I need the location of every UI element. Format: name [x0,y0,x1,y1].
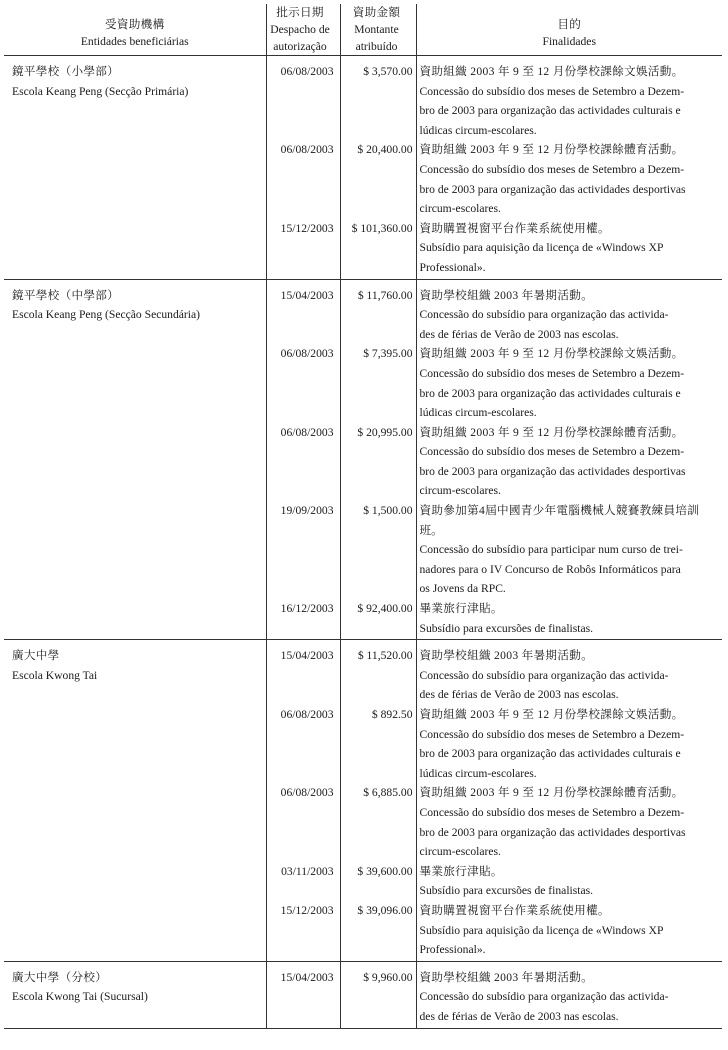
institution-cell [4,219,266,279]
purpose-line: 資助學校組織 2003 年暑期活動。 [419,649,594,663]
despacho-date: 06/08/2003 [266,783,340,861]
despacho-date: 06/08/2003 [266,56,340,141]
institution-name-zh: 鏡平學校（中學部） [12,288,120,302]
purpose-line: 資助購置視窗平台作業系統使用權。 [419,221,610,235]
purpose-line: lúdicas circum-escolares. [419,766,537,780]
table-row [4,961,722,1028]
purpose-line: Concessão do subsídio dos meses de Setembro a Dezem- [419,84,685,98]
institution-cell [4,599,266,640]
header-purpose-zh: 目的 [557,18,582,31]
purpose-line: Professional». [419,260,486,274]
purpose-line: Concessão do subsídio dos meses de Setembro a Dezem- [419,162,685,176]
despacho-date: 03/11/2003 [266,862,340,901]
institution-cell [4,501,266,599]
purpose-cell [416,862,722,901]
table-row [4,501,722,599]
purpose-cell [416,219,722,279]
despacho-date: 06/08/2003 [266,344,340,422]
purpose-line: nadores para o IV Concurso de Robôs Informáticos para [419,562,681,576]
header-date-pt-2: autorização [273,40,327,53]
purpose-cell [416,705,722,783]
purpose-line: Subsídio para excursões de finalistas. [419,884,594,898]
purpose-cell [416,599,722,640]
despacho-date: 15/04/2003 [266,279,340,344]
purpose-cell [416,140,722,218]
institution-name-pt: Escola Kwong Tai (Sucursal) [12,990,148,1004]
header-date-pt-1: Despacho de [270,23,330,36]
amount-value: $ 6,885.00 [340,783,416,861]
header-amount-pt-1: Montante [354,23,399,36]
purpose-line: 資助組織 2003 年 9 至 12 月份學校課餘文娛活動。 [419,65,684,78]
table-row [4,862,722,901]
despacho-date: 16/12/2003 [266,599,340,640]
purpose-line: Concessão do subsídio dos meses de Setembro a Dezem- [419,805,685,819]
header-institutions [4,4,266,56]
purpose-cell [416,901,722,961]
purpose-line: circum-escolares. [419,845,501,859]
amount-value: $ 11,760.00 [340,279,416,344]
purpose-line: bro de 2003 para organização das actividades culturais e [419,386,681,400]
institution-name-pt: Escola Keang Peng (Secção Secundária) [12,308,200,322]
purpose-line: Subsídio para aquisição da licença de «Windows XP [419,923,664,937]
amount-value: $ 20,995.00 [340,423,416,501]
purpose-line: Concessão do subsídio para organização das activida- [419,308,669,322]
despacho-date: 19/09/2003 [266,501,340,599]
institution-cell [4,640,266,705]
purpose-line: Concessão do subsídio para organização das activida- [419,668,669,682]
purpose-line: Concessão do subsídio dos meses de Setembro a Dezem- [419,366,685,380]
purpose-line: bro de 2003 para organização das actividades culturais e [419,747,681,761]
amount-value: $ 11,520.00 [340,640,416,705]
table-body [4,56,722,1029]
table-row [4,56,722,141]
institution-name-pt: Escola Keang Peng (Secção Primária) [12,84,189,98]
purpose-line: des de férias de Verão de 2003 nas escolas. [419,1009,619,1023]
header-amount-zh: 資助金額 [352,6,401,19]
purpose-cell [416,56,722,141]
table-row [4,344,722,422]
header-purpose-pt: Finalidades [542,35,596,48]
institution-name-zh: 鏡平學校（小學部） [12,65,120,78]
institution-name-pt: Escola Kwong Tai [12,668,98,682]
purpose-line: circum-escolares. [419,484,501,498]
purpose-line: lúdicas circum-escolares. [419,406,537,420]
table-row [4,640,722,705]
amount-value: $ 39,096.00 [340,901,416,961]
purpose-line: os Jovens da RPC. [419,582,506,596]
amount-value: $ 892.50 [340,705,416,783]
institution-cell [4,901,266,961]
purpose-line: des de férias de Verão de 2003 nas escolas. [419,327,619,341]
purpose-line: 資助學校組織 2003 年暑期活動。 [419,970,594,984]
header-date [266,4,340,56]
table-row [4,783,722,861]
institution-cell [4,783,266,861]
purpose-cell [416,279,722,344]
despacho-date: 06/08/2003 [266,705,340,783]
purpose-line: 畢業旅行津貼。 [419,864,503,878]
table-row [4,423,722,501]
institution-cell [4,961,266,1028]
despacho-date: 15/12/2003 [266,219,340,279]
purpose-cell [416,783,722,861]
table-header-row [4,4,722,56]
institution-name-zh: 廣大中學（分校） [12,970,108,984]
institution-cell [4,56,266,141]
institution-cell [4,705,266,783]
purpose-line: 資助購置視窗平台作業系統使用權。 [419,903,610,917]
purpose-line: bro de 2003 para organização das actividades culturais e [419,104,681,118]
despacho-date: 15/04/2003 [266,640,340,705]
table-row [4,279,722,344]
purpose-line: 資助參加第4屆中國青少年電腦機械人競賽教練員培訓 [419,504,700,518]
amount-value: $ 92,400.00 [340,599,416,640]
purpose-line: circum-escolares. [419,202,501,216]
institution-cell [4,279,266,344]
institution-cell [4,140,266,218]
despacho-date: 06/08/2003 [266,423,340,501]
header-date-zh: 批示日期 [276,6,324,19]
purpose-line: Subsídio para excursões de finalistas. [419,621,594,635]
table-row [4,901,722,961]
purpose-line: Concessão do subsídio dos meses de Setembro a Dezem- [419,445,685,459]
table-row [4,705,722,783]
header-purpose [416,4,722,56]
purpose-line: des de férias de Verão de 2003 nas escolas. [419,688,619,702]
despacho-date: 06/08/2003 [266,140,340,218]
amount-value: $ 101,360.00 [340,219,416,279]
purpose-line: 資助組織 2003 年 9 至 12 月份學校課餘文娛活動。 [419,347,684,361]
grants-table [4,4,722,1029]
header-institutions-pt: Entidades beneficiárias [80,35,189,48]
table-row [4,599,722,640]
institution-cell [4,862,266,901]
purpose-line: Concessão do subsídio para organização das activida- [419,990,669,1004]
purpose-cell [416,501,722,599]
purpose-cell [416,640,722,705]
header-amount-pt-2: atribuído [355,40,398,53]
despacho-date: 15/04/2003 [266,961,340,1028]
amount-value: $ 1,500.00 [340,501,416,599]
purpose-line: Professional». [419,943,486,957]
purpose-line: 畢業旅行津貼。 [419,602,503,616]
purpose-line: bro de 2003 para organização das actividades desportivas [419,464,686,478]
purpose-cell [416,344,722,422]
purpose-line: Subsídio para aquisição da licença de «Windows XP [419,241,664,255]
purpose-line: Concessão do subsídio dos meses de Setembro a Dezem- [419,727,685,741]
purpose-line: lúdicas circum-escolares. [419,123,537,137]
purpose-line: 資助學校組織 2003 年暑期活動。 [419,288,594,302]
purpose-line: 班。 [419,523,443,537]
amount-value: $ 39,600.00 [340,862,416,901]
institution-cell [4,423,266,501]
purpose-line: Concessão do subsídio para participar num curso de trei- [419,543,683,557]
purpose-cell [416,423,722,501]
purpose-line: 資助組織 2003 年 9 至 12 月份學校課餘體育活動。 [419,143,684,157]
purpose-line: bro de 2003 para organização das actividades desportivas [419,825,686,839]
purpose-line: bro de 2003 para organização das actividades desportivas [419,182,686,196]
header-institutions-zh: 受資助機構 [105,18,165,31]
amount-value: $ 3,570.00 [340,56,416,141]
amount-value: $ 7,395.00 [340,344,416,422]
institution-name-zh: 廣大中學 [12,649,60,663]
amount-value: $ 20,400.00 [340,140,416,218]
purpose-cell [416,961,722,1028]
table-row [4,140,722,218]
purpose-line: 資助組織 2003 年 9 至 12 月份學校課餘體育活動。 [419,425,684,439]
purpose-line: 資助組織 2003 年 9 至 12 月份學校課餘文娛活動。 [419,708,684,721]
table-row [4,219,722,279]
purpose-line: 資助組織 2003 年 9 至 12 月份學校課餘體育活動。 [419,786,684,800]
despacho-date: 15/12/2003 [266,901,340,961]
institution-cell [4,344,266,422]
header-amount [340,4,416,56]
amount-value: $ 9,960.00 [340,961,416,1028]
